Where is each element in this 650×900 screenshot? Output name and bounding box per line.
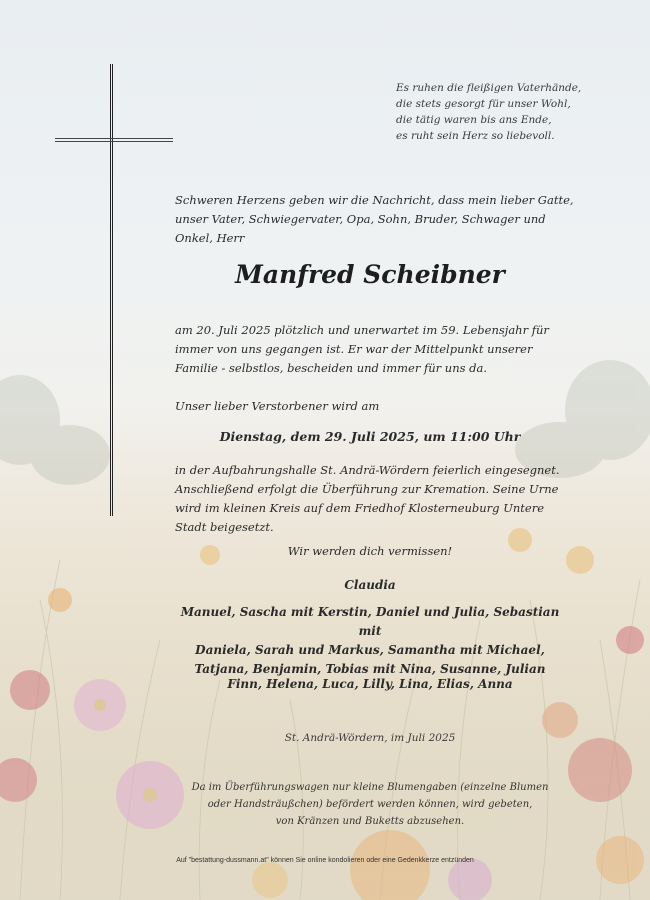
death-text: am 20. Juli 2025 plötzlich und unerwartet im 59. Lebensjahr für immer von uns gegangen ist. Er war der Mittelpunkt unserer Familie - selbstlos, bescheiden und immer für uns da. <box>175 323 549 375</box>
farewell-line: Wir werden dich vermissen! <box>287 544 453 558</box>
ceremony-intro: Unser lieber Verstorbener wird am <box>175 399 380 413</box>
family-names <box>175 603 565 679</box>
verse-line: es ruht sein Herz so liebevoll. <box>396 130 555 142</box>
deceased-name: Manfred Scheibner <box>235 260 505 289</box>
family-line: Manuel, Sascha mit Kerstin, Daniel und Julia, Sebastian mit <box>180 605 560 638</box>
announcement-intro: Schweren Herzens geben wir die Nachricht, dass mein lieber Gatte, unser Vater, Schwiegervater, Opa, Sohn, Bruder, Schwager und Onkel, Herr <box>175 193 574 245</box>
flower-note-line: Da im Überführungswagen nur kleine Blumengaben (einzelne Blumen <box>191 782 549 793</box>
family-line: Daniela, Sarah und Markus, Samantha mit Michael, <box>195 643 545 657</box>
flower-note-line: oder Handsträußchen) befördert werden können, wird gebeten, <box>207 799 533 810</box>
verse-line: die tätig waren bis ans Ende, <box>396 114 552 126</box>
online-condolence-note: Auf "bestattung-dussmann.at" können Sie online kondolieren oder eine Gedenkkerze entzünden <box>176 857 474 864</box>
ceremony-text: in der Aufbahrungshalle St. Andrä-Wördern feierlich eingesegnet. Anschließend erfolgt die Überführung zur Kremation. Seine Urne wird im kleinen Kreis auf dem Friedhof Klosterneuburg Untere Stadt beigesetzt. <box>175 463 560 534</box>
flower-note-line: von Kränzen und Buketts abzusehen. <box>275 816 465 827</box>
ceremony-date: Dienstag, dem 29. Juli 2025, um 11:00 Uhr <box>219 429 521 444</box>
memorial-verse <box>396 80 616 144</box>
cross-vertical-bar <box>110 64 113 516</box>
verse-line: Es ruhen die fleißigen Vaterhände, <box>396 82 582 94</box>
family-line: Tatjana, Benjamin, Tobias mit Nina, Susanne, Julian <box>194 662 546 676</box>
cross-horizontal-bar <box>55 138 173 142</box>
spouse-name: Claudia <box>344 578 396 592</box>
place-date: St. Andrä-Wördern, im Juli 2025 <box>284 732 456 744</box>
grandchildren-names: Finn, Helena, Luca, Lilly, Lina, Elias, Anna <box>227 677 513 691</box>
flower-note <box>175 779 565 830</box>
verse-line: die stets gesorgt für unser Wohl, <box>396 98 571 110</box>
